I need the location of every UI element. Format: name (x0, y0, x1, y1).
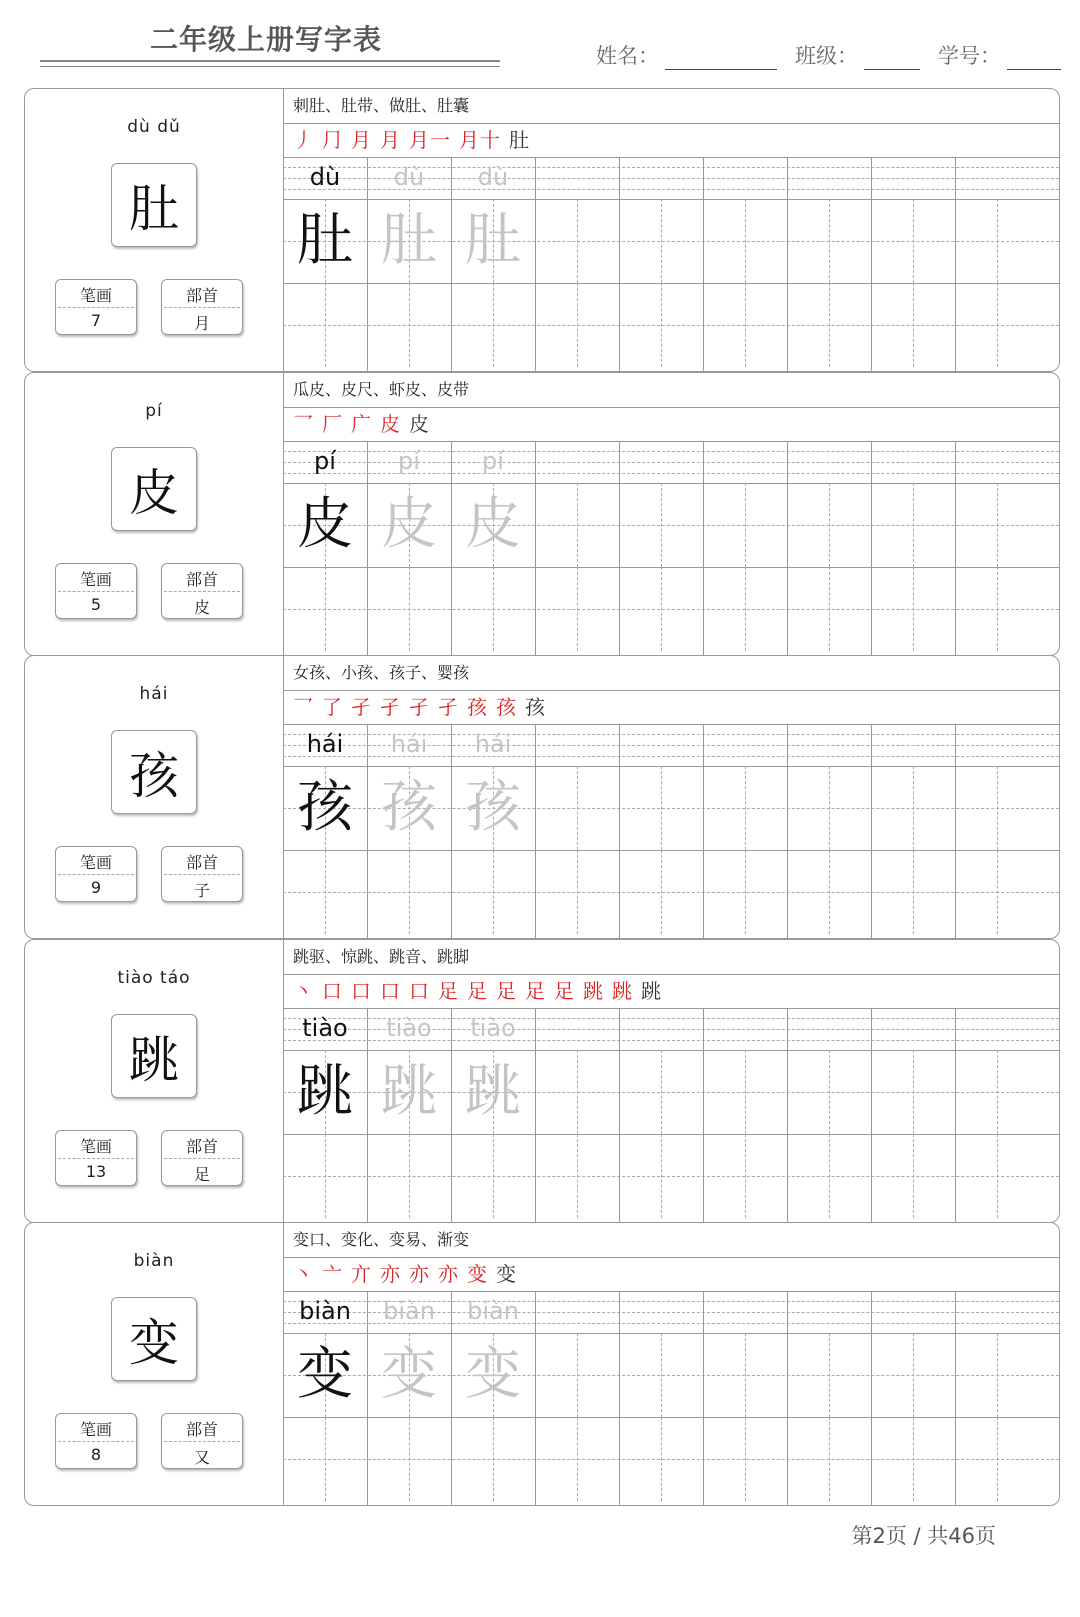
guide-line (661, 483, 662, 567)
stroke-count-label: 笔画 (79, 1137, 112, 1156)
guide-line (577, 1050, 578, 1134)
stroke-count-box (55, 1413, 137, 1469)
character-trace: 皮 (465, 492, 521, 557)
practice-panel (283, 373, 1059, 655)
cell-divider (535, 1291, 536, 1505)
stroke-step: 口 (409, 979, 430, 1003)
guide-line (661, 1333, 662, 1417)
cell-divider (703, 724, 704, 938)
practice-grid (283, 1291, 1059, 1505)
radical-value: 又 (193, 1448, 210, 1467)
class-label: 班级： (795, 44, 858, 68)
stroke-step: 月 (380, 128, 401, 152)
guide-line (745, 1134, 746, 1218)
stroke-count-label: 笔画 (79, 570, 112, 589)
stroke-step: 亣 (351, 1262, 372, 1286)
guide-line (409, 1134, 410, 1218)
guide-line (577, 199, 578, 283)
number-label: 学号： (938, 44, 1001, 68)
stroke-step: 变 (496, 1262, 517, 1286)
guide-line (745, 567, 746, 651)
stroke-count-label: 笔画 (79, 286, 112, 305)
guide-line (913, 283, 914, 367)
cell-divider (871, 1008, 872, 1222)
practice-grid (283, 441, 1059, 655)
guide-line (997, 199, 998, 283)
stroke-step: 足 (496, 979, 517, 1003)
guide-line (829, 283, 830, 367)
stroke-step: ⺆ (322, 128, 343, 152)
word-examples: 变口、变化、变易、渐变 (283, 1223, 1059, 1258)
stroke-step: 变 (467, 1262, 488, 1286)
character-card (24, 939, 1060, 1223)
guide-line (661, 766, 662, 850)
divider (164, 307, 240, 308)
radical-box (161, 279, 243, 335)
guide-line (577, 483, 578, 567)
radical-value: 子 (193, 881, 210, 900)
character-sample: 孩 (297, 775, 353, 840)
pinyin-sample: tiào (302, 1014, 348, 1042)
cell-divider (955, 441, 956, 655)
stroke-step: 月一 (409, 128, 451, 152)
cell-divider (955, 157, 956, 371)
stroke-step: 亦 (380, 1262, 401, 1286)
pinyin-trace: dù (477, 163, 509, 191)
guide-line (325, 283, 326, 367)
practice-grid (283, 157, 1059, 371)
pinyin-sample: dù (309, 163, 341, 191)
stroke-step: 足 (467, 979, 488, 1003)
stroke-step: 跳 (612, 979, 633, 1003)
guide-line (325, 567, 326, 651)
cell-divider (619, 724, 620, 938)
character-card (24, 655, 1060, 939)
guide-line (829, 199, 830, 283)
stroke-count-box (55, 846, 137, 902)
stroke-step: 丿 (293, 128, 314, 152)
character-sample: 跳 (297, 1059, 353, 1124)
guide-line (325, 850, 326, 934)
character-practice-row[interactable] (283, 1134, 1059, 1218)
stroke-step: 口 (380, 979, 401, 1003)
stroke-step: 口 (322, 979, 343, 1003)
cell-divider (703, 157, 704, 371)
guide-line (997, 283, 998, 367)
character-card (24, 88, 1060, 372)
pinyin-trace: pí (482, 447, 504, 475)
radical-box (161, 846, 243, 902)
stroke-step: 跳 (641, 979, 662, 1003)
stroke-step: 亠 (322, 1262, 343, 1286)
stroke-step: 孑 (380, 695, 401, 719)
guide-line (409, 850, 410, 934)
radical-box (161, 1130, 243, 1186)
guide-line (577, 283, 578, 367)
guide-line (829, 1134, 830, 1218)
cell-divider (535, 724, 536, 938)
cell-divider (619, 1291, 620, 1505)
pinyin-trace: tiào (470, 1014, 516, 1042)
guide-line (577, 567, 578, 651)
character-sample: 变 (297, 1342, 353, 1407)
character-info-panel (25, 89, 284, 371)
guide-line (325, 1417, 326, 1501)
radical-box (161, 1413, 243, 1469)
divider (58, 591, 134, 592)
pinyin-sample: biàn (299, 1297, 351, 1325)
stroke-step: 孩 (525, 695, 546, 719)
title-underline-secondary (40, 66, 500, 67)
guide-line (283, 1459, 1059, 1460)
stroke-count-value: 7 (90, 311, 102, 330)
pinyin-trace: tiào (386, 1014, 432, 1042)
guide-line (997, 1050, 998, 1134)
character-practice-row[interactable] (283, 850, 1059, 934)
name-label: 姓名： (596, 44, 659, 68)
stroke-step: 丶 (293, 1262, 314, 1286)
character-trace: 皮 (381, 492, 437, 557)
radical-label: 部首 (185, 1420, 218, 1439)
stroke-step: 月十 (459, 128, 501, 152)
stroke-order (283, 123, 1059, 158)
divider (164, 591, 240, 592)
stroke-count-value: 5 (90, 595, 102, 614)
cell-divider (787, 1008, 788, 1222)
radical-value: 月 (193, 314, 210, 333)
character-trace: 跳 (465, 1059, 521, 1124)
guide-line (577, 1134, 578, 1218)
stroke-step: 孑 (438, 695, 459, 719)
guide-line (745, 283, 746, 367)
cell-divider (703, 1291, 704, 1505)
cell-divider (703, 441, 704, 655)
guide-line (409, 567, 410, 651)
character-trace: 孩 (381, 775, 437, 840)
guide-line (661, 567, 662, 651)
character-card (24, 1222, 1060, 1506)
cell-divider (787, 157, 788, 371)
stroke-count-value: 8 (90, 1445, 102, 1464)
guide-line (745, 199, 746, 283)
stroke-step: 足 (525, 979, 546, 1003)
pinyin-trace: biàn (383, 1297, 435, 1325)
page-number: 第2页 / 共46页 (851, 1524, 996, 1548)
guide-line (577, 850, 578, 934)
guide-line (829, 483, 830, 567)
radical-box (161, 563, 243, 619)
divider (58, 874, 134, 875)
stroke-step: 丶 (293, 979, 314, 1003)
divider (164, 1441, 240, 1442)
character-pinyin: pí (145, 401, 163, 421)
pinyin-sample: hái (306, 730, 344, 758)
divider (58, 1158, 134, 1159)
cell-divider (619, 441, 620, 655)
radical-label: 部首 (185, 853, 218, 872)
pinyin-trace: hái (390, 730, 428, 758)
guide-line (745, 1417, 746, 1501)
guide-line (493, 850, 494, 934)
stroke-step: 孩 (467, 695, 488, 719)
divider (164, 1158, 240, 1159)
character-info-panel (25, 656, 284, 938)
practice-grid (283, 1008, 1059, 1222)
guide-line (661, 283, 662, 367)
cell-divider (535, 157, 536, 371)
guide-line (409, 283, 410, 367)
guide-line (493, 1417, 494, 1501)
guide-line (745, 1050, 746, 1134)
stroke-step: 孑 (409, 695, 430, 719)
guide-line (493, 567, 494, 651)
cell-divider (619, 157, 620, 371)
character-display: 皮 (111, 447, 197, 531)
stroke-step: 乛 (293, 412, 314, 436)
practice-panel (283, 89, 1059, 371)
character-trace: 变 (465, 1342, 521, 1407)
practice-grid (283, 724, 1059, 938)
character-practice-row[interactable] (283, 1417, 1059, 1501)
stroke-step: 口 (351, 979, 372, 1003)
radical-label: 部首 (185, 286, 218, 305)
stroke-count-value: 9 (90, 878, 102, 897)
guide-line (283, 892, 1059, 893)
cell-divider (787, 1291, 788, 1505)
pinyin-trace: biàn (467, 1297, 519, 1325)
character-pinyin: dù dǔ (127, 117, 181, 137)
stroke-count-label: 笔画 (79, 853, 112, 872)
guide-line (661, 850, 662, 934)
stroke-step: 肚 (509, 128, 530, 152)
stroke-step: 足 (438, 979, 459, 1003)
practice-panel (283, 940, 1059, 1222)
character-info-panel (25, 940, 284, 1222)
guide-line (913, 766, 914, 850)
character-info-panel (25, 373, 284, 655)
guide-line (997, 1417, 998, 1501)
guide-line (325, 1134, 326, 1218)
cell-divider (787, 441, 788, 655)
guide-line (913, 1134, 914, 1218)
stroke-order (283, 974, 1059, 1009)
stroke-order (283, 407, 1059, 442)
page-header (0, 0, 1080, 80)
character-info-panel (25, 1223, 284, 1505)
practice-panel (283, 1223, 1059, 1505)
guide-line (997, 483, 998, 567)
guide-line (745, 850, 746, 934)
pinyin-trace: hái (474, 730, 512, 758)
character-trace: 肚 (465, 208, 521, 273)
divider (164, 874, 240, 875)
guide-line (577, 1333, 578, 1417)
guide-line (493, 1134, 494, 1218)
guide-line (829, 766, 830, 850)
character-practice-row[interactable] (283, 567, 1059, 651)
title-underline (40, 60, 500, 62)
word-examples: 女孩、小孩、孩子、婴孩 (283, 656, 1059, 691)
character-practice-row[interactable] (283, 283, 1059, 367)
guide-line (997, 850, 998, 934)
stroke-step: 孑 (351, 695, 372, 719)
character-pinyin: hái (139, 684, 169, 704)
stroke-step: 跳 (583, 979, 604, 1003)
guide-line (829, 567, 830, 651)
cell-divider (955, 1291, 956, 1505)
character-card (24, 372, 1060, 656)
guide-line (829, 1417, 830, 1501)
guide-line (283, 325, 1059, 326)
cell-divider (619, 1008, 620, 1222)
guide-line (745, 483, 746, 567)
guide-line (913, 199, 914, 283)
guide-line (997, 567, 998, 651)
pinyin-trace: dù (393, 163, 425, 191)
radical-value: 皮 (193, 598, 210, 617)
guide-line (493, 283, 494, 367)
student-info-fields (596, 40, 1061, 70)
stroke-order (283, 690, 1059, 725)
stroke-step: 亦 (438, 1262, 459, 1286)
character-display: 变 (111, 1297, 197, 1381)
guide-line (283, 1176, 1059, 1177)
character-display: 肚 (111, 163, 197, 247)
guide-line (661, 1417, 662, 1501)
name-blank[interactable] (665, 45, 777, 70)
page-title: 二年级上册写字表 (150, 23, 383, 56)
word-examples: 刺肚、肚带、做肚、肚囊 (283, 89, 1059, 124)
character-trace: 孩 (465, 775, 521, 840)
guide-line (913, 567, 914, 651)
number-blank[interactable] (1007, 45, 1061, 70)
guide-line (913, 1050, 914, 1134)
guide-line (913, 850, 914, 934)
guide-line (997, 766, 998, 850)
stroke-order (283, 1257, 1059, 1292)
stroke-step: 皮 (409, 412, 430, 436)
guide-line (913, 1333, 914, 1417)
cell-divider (871, 157, 872, 371)
radical-label: 部首 (185, 1137, 218, 1156)
cell-divider (871, 724, 872, 938)
stroke-step: 乛 (293, 695, 314, 719)
stroke-count-box (55, 279, 137, 335)
guide-line (829, 1333, 830, 1417)
stroke-step: 月 (351, 128, 372, 152)
character-sample: 皮 (297, 492, 353, 557)
radical-value: 足 (193, 1165, 210, 1184)
divider (58, 1441, 134, 1442)
divider (58, 307, 134, 308)
cell-divider (787, 724, 788, 938)
cell-divider (871, 1291, 872, 1505)
cell-divider (955, 724, 956, 938)
word-examples: 跳驱、惊跳、跳音、跳脚 (283, 940, 1059, 975)
pinyin-trace: pí (398, 447, 420, 475)
cell-divider (955, 1008, 956, 1222)
stroke-step: 厂 (322, 412, 343, 436)
stroke-step: 亦 (409, 1262, 430, 1286)
word-examples: 瓜皮、皮尺、虾皮、皮带 (283, 373, 1059, 408)
radical-label: 部首 (185, 570, 218, 589)
stroke-step: 皮 (380, 412, 401, 436)
guide-line (577, 766, 578, 850)
character-trace: 肚 (381, 208, 437, 273)
guide-line (283, 609, 1059, 610)
cell-divider (871, 441, 872, 655)
stroke-step: 孩 (496, 695, 517, 719)
guide-line (913, 1417, 914, 1501)
character-display: 孩 (111, 730, 197, 814)
pinyin-sample: pí (314, 447, 336, 475)
guide-line (829, 850, 830, 934)
guide-line (913, 483, 914, 567)
guide-line (661, 1050, 662, 1134)
guide-line (997, 1333, 998, 1417)
guide-line (409, 1417, 410, 1501)
stroke-step: 了 (322, 695, 343, 719)
stroke-count-label: 笔画 (79, 1420, 112, 1439)
cell-divider (535, 1008, 536, 1222)
guide-line (745, 1333, 746, 1417)
character-trace: 跳 (381, 1059, 437, 1124)
character-sample: 肚 (297, 208, 353, 273)
cell-divider (535, 441, 536, 655)
guide-line (997, 1134, 998, 1218)
practice-panel (283, 656, 1059, 938)
cell-divider (703, 1008, 704, 1222)
stroke-step: 广 (351, 412, 372, 436)
guide-line (829, 1050, 830, 1134)
character-display: 跳 (111, 1014, 197, 1098)
guide-line (661, 1134, 662, 1218)
guide-line (577, 1417, 578, 1501)
class-blank[interactable] (864, 45, 920, 70)
stroke-count-box (55, 1130, 137, 1186)
stroke-step: 足 (554, 979, 575, 1003)
guide-line (661, 199, 662, 283)
guide-line (745, 766, 746, 850)
stroke-count-value: 13 (85, 1162, 107, 1181)
character-pinyin: tiào táo (117, 968, 191, 988)
stroke-count-box (55, 563, 137, 619)
character-trace: 变 (381, 1342, 437, 1407)
character-pinyin: biàn (133, 1251, 175, 1271)
